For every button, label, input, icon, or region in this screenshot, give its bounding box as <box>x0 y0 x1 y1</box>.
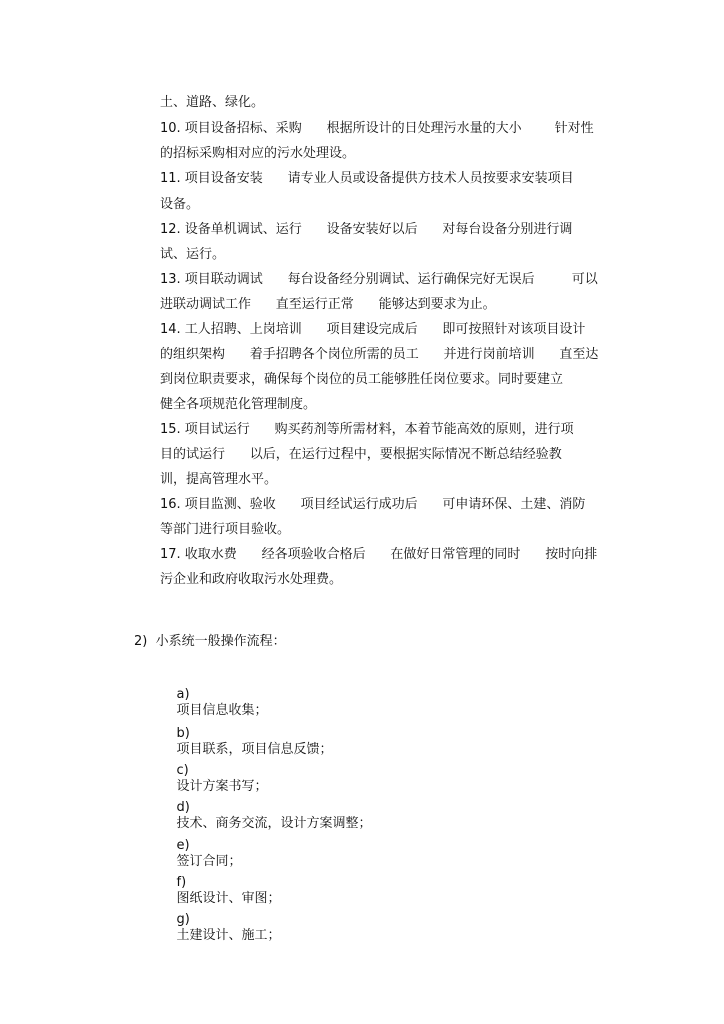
list-marker: c) <box>176 763 189 778</box>
text-line: 设备。 <box>160 197 200 212</box>
list-item <box>160 896 281 960</box>
text-line: 进联动调试工作 直至运行正常 能够达到要求为止。 <box>160 297 496 312</box>
text-line: 17. 收取水费 经各项验收合格后 在做好日常管理的同时 按时向排 <box>160 547 598 562</box>
text-line: 13. 项目联动调试 每台设备经分别调试、运行确保完好无误后 可以 <box>160 272 598 287</box>
text-line: 健全各项规范化管理制度。 <box>160 397 317 412</box>
text-line: 到岗位职责要求，确保每个岗位的员工能够胜任岗位要求。同时要建立 <box>160 372 564 387</box>
list-marker: f) <box>176 875 187 890</box>
list-marker: d) <box>176 800 190 815</box>
list-item-text: 项目信息收集； <box>176 703 268 718</box>
section-heading: 2) 小系统一般操作流程： <box>134 634 286 649</box>
text-line: 12. 设备单机调试、运行 设备安装好以后 对每台设备分别进行调 <box>160 222 573 237</box>
list-marker: a) <box>176 687 190 702</box>
list-marker: g) <box>176 912 190 927</box>
list-item-text: 技术、商务交流，设计方案调整； <box>176 816 372 831</box>
text-line: 15. 项目试运行 购买药剂等所需材料，本着节能高效的原则，进行项 <box>160 422 574 437</box>
text-line: 污企业和政府收取污水处理费。 <box>160 572 343 587</box>
text-line: 16. 项目监测、验收 项目经试运行成功后 可申请环保、土建、消防 <box>160 497 586 512</box>
text-line: 目的试运行 以后，在运行过程中，要根据实际情况不断总结经验教 <box>160 447 562 462</box>
list-item-text: 土建设计、施工； <box>176 928 281 943</box>
list-item-text: 图纸设计、审图； <box>176 891 281 906</box>
text-line: 11. 项目设备安装 请专业人员或设备提供方技术人员按要求安装项目 <box>160 171 574 186</box>
text-line: 试、运行。 <box>160 247 226 262</box>
text-line: 土、道路、绿化。 <box>160 95 265 110</box>
text-line: 的招标采购相对应的污水处理设。 <box>160 146 356 161</box>
text-line: 14. 工人招聘、上岗培训 项目建设完成后 即可按照针对该项目设计 <box>160 322 586 337</box>
list-item-text: 签订合同； <box>176 854 242 869</box>
text-line: 10. 项目设备招标、采购 根据所设计的日处理污水量的大小 针对性 <box>160 121 594 136</box>
list-marker: e) <box>176 838 190 853</box>
list-marker: b) <box>176 726 190 741</box>
text-line: 的组织架构 着手招聘各个岗位所需的员工 并进行岗前培训 直至达 <box>160 347 599 362</box>
list-item-text: 项目联系，项目信息反馈； <box>176 742 333 757</box>
text-line: 等部门进行项目验收。 <box>160 522 291 537</box>
text-line: 训，提高管理水平。 <box>160 472 278 487</box>
list-item-text: 设计方案书写； <box>176 779 268 794</box>
